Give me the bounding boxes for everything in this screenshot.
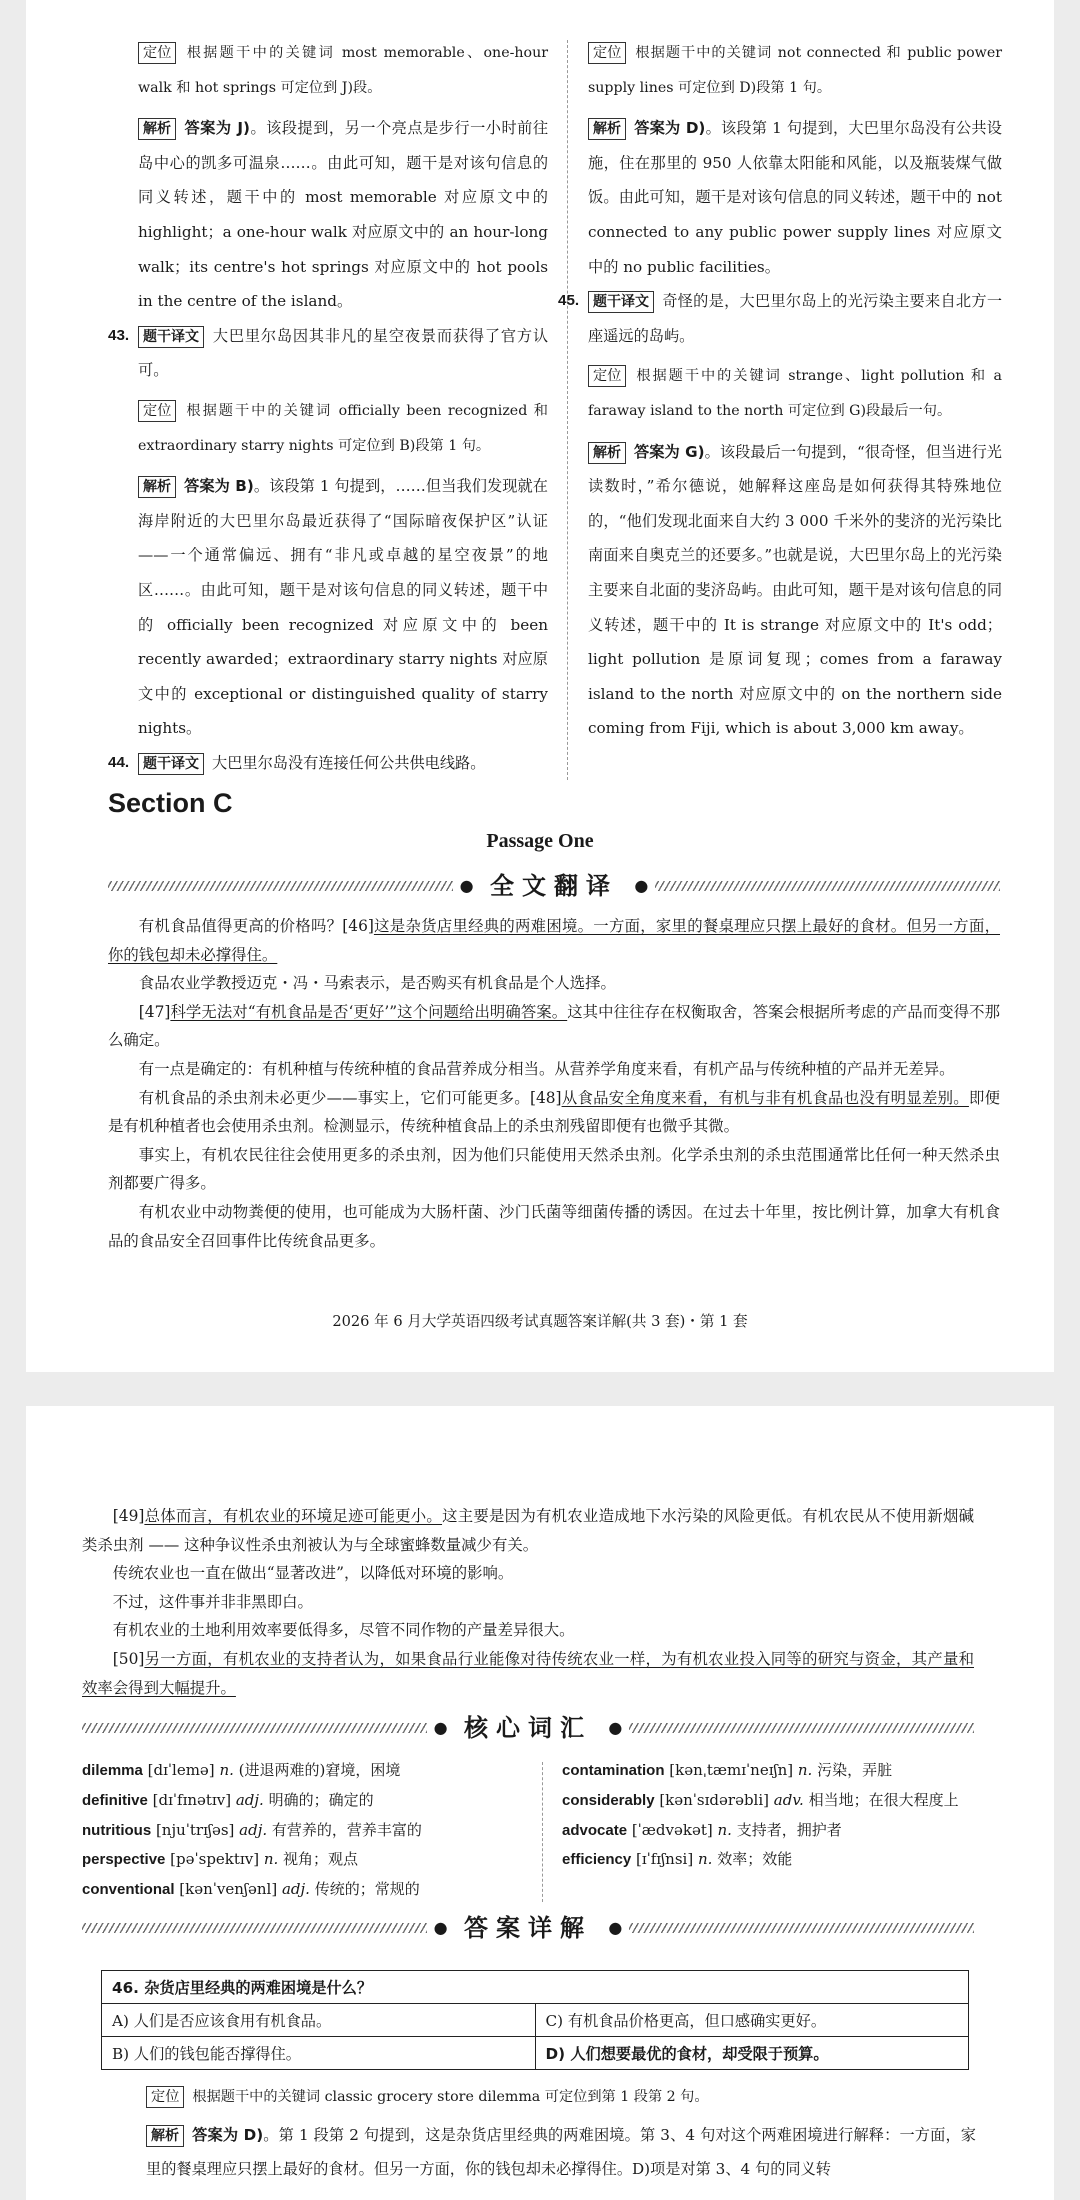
locate-tag: 定位 — [588, 42, 626, 64]
analysis-43: 解析 答案为 B)。该段第 1 句提到，……但当我们发现就在海岸附近的大巴里尔岛最近获得了“国际暗夜保护区”认证——一个通常偏远、拥有“非凡或卓越的星空夜景”的地区……。由此可知，题干是对该句信息的同义转述，题干中的 officially been recognized 对应原文中的 been recently awarded；extraordinary starry nights 对应原文中的 exceptional or distinguished quality of starry nights。 — [138, 477, 548, 738]
analysis-44: 解析 答案为 D)。该段第 1 句提到，大巴里尔岛没有公共设施，住在那里的 950 人依靠太阳能和风能，以及瓶装煤气做饭。由此可知，题干是对该句信息的同义转述，题干中的 not connected to any public power supply lines 对应原文中的 no public facilities。 — [588, 119, 1002, 276]
option-c: C) 有机食品价格更高，但口感确实更好。 — [535, 2004, 969, 2037]
passage-title: Passage One — [486, 830, 594, 852]
translation-paragraph: 事实上，有机农民往往会使用更多的杀虫剂，因为他们只能使用天然杀虫剂。化学杀虫剂的杀虫范围通常比任何一种天然杀虫剂都要广得多。 — [108, 1145, 1000, 1193]
stem-translation-tag: 题干译文 — [138, 753, 204, 775]
question-stem: 奇怪的是，大巴里尔岛上的光污染主要来自北方一座遥远的岛屿。 — [588, 292, 1002, 345]
translation-paragraph: [50]另一方面，有机农业的支持者认为，如果食品行业能像对待传统农业一样，为有机农业投入同等的研究与资金，其产量和效率会得到大幅提升。 — [82, 1649, 974, 1697]
locate-43: 定位 根据题干中的关键词 officially been recognized 和 extraordinary starry nights 可定位到 B)段第 1 句。 — [108, 394, 548, 463]
locate-tag: 定位 — [138, 42, 176, 64]
locate-tag: 定位 — [146, 2086, 184, 2108]
translation-paragraph: 食品农业学教授迈克・冯・马索表示，是否购买有机食品是个人选择。 — [138, 974, 616, 993]
analysis-45: 解析 答案为 G)。该段最后一句提到，“很奇怪，但当进行光读数时，”希尔德说，她解释这座岛是如何获得其特殊地位的，“他们发现北面来自大约 3 000 千米外的斐济的光污染比南面来自奥克兰的还要多。”也就是说，大巴里尔岛上的光污染主要来自北面的斐济岛屿。由此可知，题干是对该句信息的同义转述，题干中的 It is strange 对应原文中的 It's odd；light pollution 是原词复现；comes from a faraway island to the north 对应原文中的 on the northern side coming from Fiji, which is about 3,000 km away。 — [588, 442, 1002, 738]
stem-translation-tag: 题干译文 — [138, 326, 204, 348]
analysis-42: 解析 答案为 J)。该段提到，另一个亮点是步行一小时前往岛中心的凯多可温泉……。由此可知，题干是对该句信息的同义转述，题干中的 most memorable 对应原文中的 highlight；a one-hour walk 对应原文中的 an hour-long walk；its centre's hot springs 对应原文中的 hot pools in the centre of the island。 — [138, 119, 549, 311]
right-column — [558, 36, 1002, 746]
banner-title: 答案详解 — [464, 1914, 592, 1942]
locate-42: 定位 根据题干中的关键词 most memorable、one-hour walk 和 hot springs 可定位到 J)段。 — [108, 36, 548, 105]
translation-part-two — [82, 1502, 974, 1702]
locate-tag: 定位 — [588, 365, 626, 387]
question-number: 44. — [108, 753, 130, 771]
translation-paragraph: 有机农业中动物粪便的使用，也可能成为大肠杆菌、沙门氏菌等细菌传播的诱因。在过去十年里，按比例计算，加拿大有机食品的食品安全召回事件比传统食品更多。 — [108, 1202, 1000, 1250]
question-43 — [108, 319, 548, 388]
page-one — [26, 0, 1054, 1372]
left-column — [108, 36, 548, 780]
analysis-tag: 解析 — [146, 2125, 184, 2147]
answer-46: 答案为 D) — [192, 2126, 264, 2144]
translation-paragraph: 不过，这件事并非非黑即白。 — [112, 1592, 313, 1611]
vocab-entry: nutritious [njuˈtrɪʃəs] adj. 有营养的，营养丰富的 — [82, 1820, 422, 1839]
option-a: A) 人们是否应该食用有机食品。 — [102, 2004, 536, 2037]
analysis-tag: 解析 — [588, 442, 626, 464]
page-footer: 2026 年 6 月大学英语四级考试真题答案详解(共 3 套)・第 1 套 — [332, 1313, 748, 1330]
banner-title: 全文翻译 — [490, 872, 618, 900]
stem-translation-tag: 题干译文 — [588, 291, 654, 313]
banner-title: 核心词汇 — [464, 1714, 592, 1742]
vocab-entry: efficiency [ɪˈfɪʃnsi] n. 效率；效能 — [562, 1850, 793, 1869]
option-b: B) 人们的钱包能否撑得住。 — [102, 2037, 536, 2070]
vocab-divider — [542, 1762, 543, 1902]
vocab-entry: perspective [pəˈspektɪv] n. 视角；观点 — [82, 1850, 359, 1869]
analysis-46: 解析 答案为 D)。第 1 段第 2 句提到，这是杂货店里经典的两难困境。第 3、4 句对这个两难困境进行解释：一方面，家里的餐桌理应只摆上最好的食材。但另一方面，你的钱包却未必撑得住。D)项是对第 3、4 句的同义转 — [146, 2126, 976, 2178]
banner-full-translation: ● 全文翻译 ● — [108, 866, 1000, 906]
locate-45: 定位 根据题干中的关键词 strange、light pollution 和 a faraway island to the north 可定位到 G)段最后一句。 — [588, 359, 1002, 428]
locate-44: 定位 根据题干中的关键词 not connected 和 public power supply lines 可定位到 D)段第 1 句。 — [588, 36, 1002, 105]
answer-42: 答案为 J) — [184, 119, 250, 138]
analysis-tag: 解析 — [138, 118, 176, 140]
translation-paragraph: 传统农业也一直在做出“显著改进”，以降低对环境的影响。 — [112, 1564, 514, 1583]
locate-tag: 定位 — [138, 400, 176, 422]
analysis-tag: 解析 — [588, 118, 626, 140]
answer-46-explanation — [146, 2080, 976, 2186]
question-44 — [108, 746, 548, 781]
vocab-entry: conventional [kənˈvenʃənl] adj. 传统的；常规的 — [82, 1880, 420, 1899]
vocab-entry: considerably [kənˈsɪdərəbli] adv. 相当地；在很大程度上 — [562, 1790, 959, 1809]
vocab-left-column — [82, 1756, 522, 1905]
question-stem: 大巴里尔岛没有连接任何公共供电线路。 — [212, 753, 486, 772]
vocab-entry: definitive [dɪˈfɪnətɪv] adj. 明确的；确定的 — [82, 1790, 374, 1809]
answer-43: 答案为 B) — [184, 477, 254, 496]
question-46-stem: 46. 杂货店里经典的两难困境是什么？ — [102, 1971, 969, 2004]
column-divider — [567, 40, 568, 780]
vocab-entry: contamination [kənˌtæmɪˈneɪʃn] n. 污染，弄脏 — [562, 1761, 893, 1779]
question-45 — [558, 284, 1002, 353]
translation-paragraph: 有机农业的土地利用效率要低得多，尽管不同作物的产量差异很大。 — [112, 1621, 575, 1640]
answer-44: 答案为 D) — [634, 119, 706, 138]
banner-core-vocab: ● 核心词汇 ● — [82, 1708, 974, 1748]
banner-answer-details: ● 答案详解 ● — [82, 1908, 974, 1948]
vocab-entry: advocate [ˈædvəkət] n. 支持者，拥护者 — [562, 1820, 842, 1839]
section-title: Section C — [108, 788, 233, 818]
vocab-entry: dilemma [dɪˈlemə] n. (进退两难的)窘境，困境 — [82, 1761, 401, 1779]
question-number: 45. — [558, 292, 580, 310]
translation-paragraph: 有机食品的杀虫剂未必更少——事实上，它们可能更多。[48]从食品安全角度来看，有机与非有机食品也没有明显差别。即便是有机种植者也会使用杀虫剂。检测显示，传统种植食品上的杀虫剂残留即便有也微乎其微。 — [108, 1088, 1000, 1136]
option-d: D) 人们想要最优的食材，却受限于预算。 — [535, 2037, 969, 2070]
question-stem: 大巴里尔岛因其非凡的星空夜景而获得了官方认可。 — [138, 326, 548, 380]
locate-46: 定位 根据题干中的关键词 classic grocery store dilemma 可定位到第 1 段第 2 句。 — [146, 2080, 976, 2114]
question-46-table — [101, 1970, 969, 2070]
translation-paragraph: 有机食品值得更高的价格吗？[46]这是杂货店里经典的两难困境。一方面，家里的餐桌理应只摆上最好的食材。但另一方面，你的钱包却未必撑得住。 — [108, 917, 1000, 964]
translation-part-one — [108, 912, 1000, 1255]
question-number: 43. — [108, 326, 130, 344]
translation-paragraph: 有一点是确定的：有机种植与传统种植的食品营养成分相当。从营养学角度来看，有机产品与传统种植的产品并无差异。 — [138, 1059, 955, 1078]
answer-45: 答案为 G) — [634, 442, 705, 461]
vocab-right-column — [562, 1756, 974, 1875]
translation-paragraph: [47]科学无法对“有机食品是否‘更好’”这个问题给出明确答案。这其中往往存在权衡取舍，答案会根据所考虑的产品而变得不那么确定。 — [108, 1002, 1000, 1050]
translation-paragraph: [49]总体而言，有机农业的环境足迹可能更小。这主要是因为有机农业造成地下水污染的风险更低。有机农民从不使用新烟碱类杀虫剂 —— 这种争议性杀虫剂被认为与全球蜜蜂数量减少有关。 — [82, 1507, 974, 1554]
analysis-tag: 解析 — [138, 476, 176, 498]
